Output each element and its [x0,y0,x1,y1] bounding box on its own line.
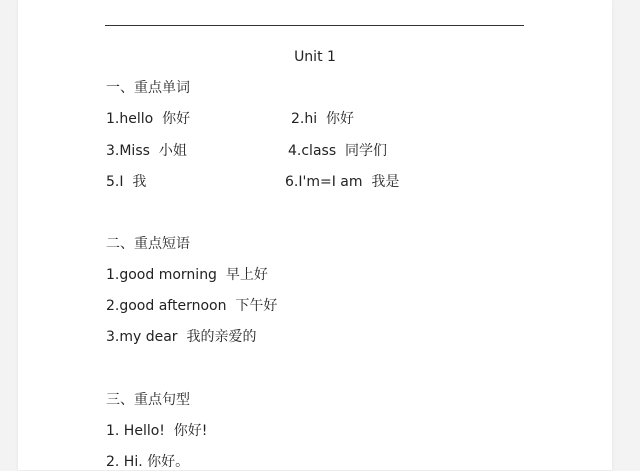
phrase-item: 2.good afternoon 下午好 [106,298,278,314]
word-item: 2.hi 你好 [291,111,355,127]
phrase-item: 3.my dear 我的亲爱的 [106,329,257,345]
document-page [18,0,612,470]
word-item: 3.Miss 小姐 [106,143,187,159]
section-heading-phrases: 二、重点短语 [106,236,190,252]
sentence-item: 1. Hello! 你好! [106,423,208,439]
section-heading-sentences: 三、重点句型 [106,392,190,408]
word-item: 4.class 同学们 [288,143,388,159]
sentence-item: 2. Hi. 你好。 [106,454,190,470]
doc-title: Unit 1 [294,49,336,65]
header-rule [105,25,524,26]
word-item: 5.I 我 [106,174,147,190]
section-heading-words: 一、重点单词 [106,80,190,96]
word-item: 1.hello 你好 [106,111,191,127]
word-item: 6.I'm=I am 我是 [285,174,400,190]
phrase-item: 1.good morning 早上好 [106,267,268,283]
